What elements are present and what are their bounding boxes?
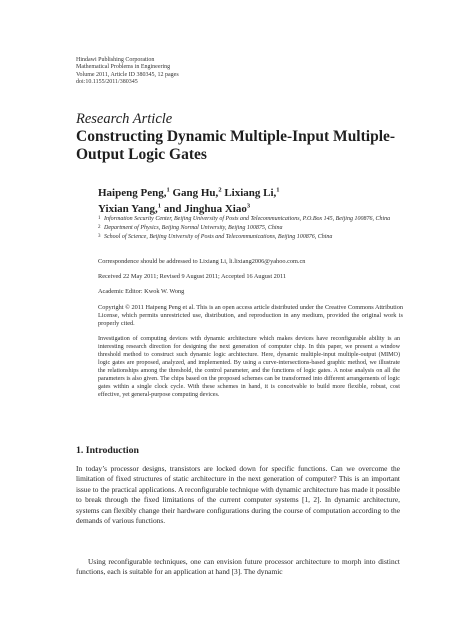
author: Haipeng Peng,$^1$: [98, 186, 170, 199]
affiliations: [98, 216, 398, 243]
abstract: Investigation of computing devices with dynamic architecture which makes devices have reconfigurable ability is an interesting research direction for designing the next generation of computer chip. In this paper, we present a window threshold method to construct such dynamic logic architecture. Here, dynamic multiple-input multiple-output (MIMO) logic gates are proposed, analyzed, and implemented. By using a curve-intersections-based graphic method, we illustrate the relationships among the threshold, the control parameter, and the functions of logic gates. A noise analysis on all the parameters is also given. The chips based on the proposed schemes can be transformed into different arrangements of logic gates within a single clock cycle. With these schemes in hand, it is conceivable to build more flexible, robust, cost effective, yet general-purpose computing devices.: [98, 336, 400, 398]
authors: [98, 183, 398, 216]
correspondence: Correspondence should be addressed to Lixiang Li, li.lixiang2006@yahoo.com.cn: [98, 258, 306, 265]
section-title: 1. Introduction: [76, 445, 139, 456]
affiliation: 3 School of Science, Beijing University of Posts and Telecommunications, Beijing 100876, China: [98, 234, 333, 240]
copyright: Copyright © 2011 Haipeng Peng et al. This is an open access article distributed under the Creative Commons Attribution License, which permits unrestricted use, distribution, and reproduction in any medium, provided the original work is properly cited.: [98, 304, 403, 327]
journal-header: [76, 57, 179, 87]
doi: doi:10.1155/2011/380345: [76, 79, 138, 86]
affiliation: 2 Department of Physics, Beijing Normal University, Beijing 100875, China: [98, 225, 283, 231]
dates: Received 22 May 2011; Revised 9 August 2011; Accepted 16 August 2011: [98, 273, 287, 280]
author: Lixiang Li,$^1$: [224, 186, 280, 199]
publisher: Hindawi Publishing Corporation: [76, 57, 155, 63]
body-paragraph: In today’s processor designs, transistors are locked down for specific functions. Can we overcome the limitation of fixed structures of static architecture in the next generation of computer? This is an important issue to the practical applications. A reconfigurable technique with dynamic architecture has made it possible to break through the fixed limitations of the current computer systems [1, 2]. In dynamic architecture, systems can flexibly change their hardware configurations during the course of computation according to the demands of various functions.: [76, 464, 400, 526]
affiliation: 1 Information Security Center, Beijing University of Posts and Telecommunications, P.O.Box 145, Beijing 100876, China: [98, 216, 391, 222]
academic-editor: Academic Editor: Kwok W. Wong: [98, 288, 185, 295]
body-paragraph: Using reconfigurable techniques, one can envision future processor architecture to morph into distinct functions, each is suitable for an application at hand [3]. The dynamic: [76, 557, 400, 577]
journal-name: Mathematical Problems in Engineering: [76, 64, 171, 71]
volume-line: Volume 2011, Article ID 380345, 12 pages: [76, 71, 179, 78]
author: and Jinghua Xiao$^3$: [163, 202, 251, 216]
author: Yixian Yang,$^1$: [98, 202, 161, 216]
paper-title: Constructing Dynamic Multiple-Input Multiple-Output Logic Gates: [76, 128, 396, 163]
author: Gang Hu,$^2$: [172, 186, 222, 199]
article-type: Research Article: [76, 111, 173, 127]
